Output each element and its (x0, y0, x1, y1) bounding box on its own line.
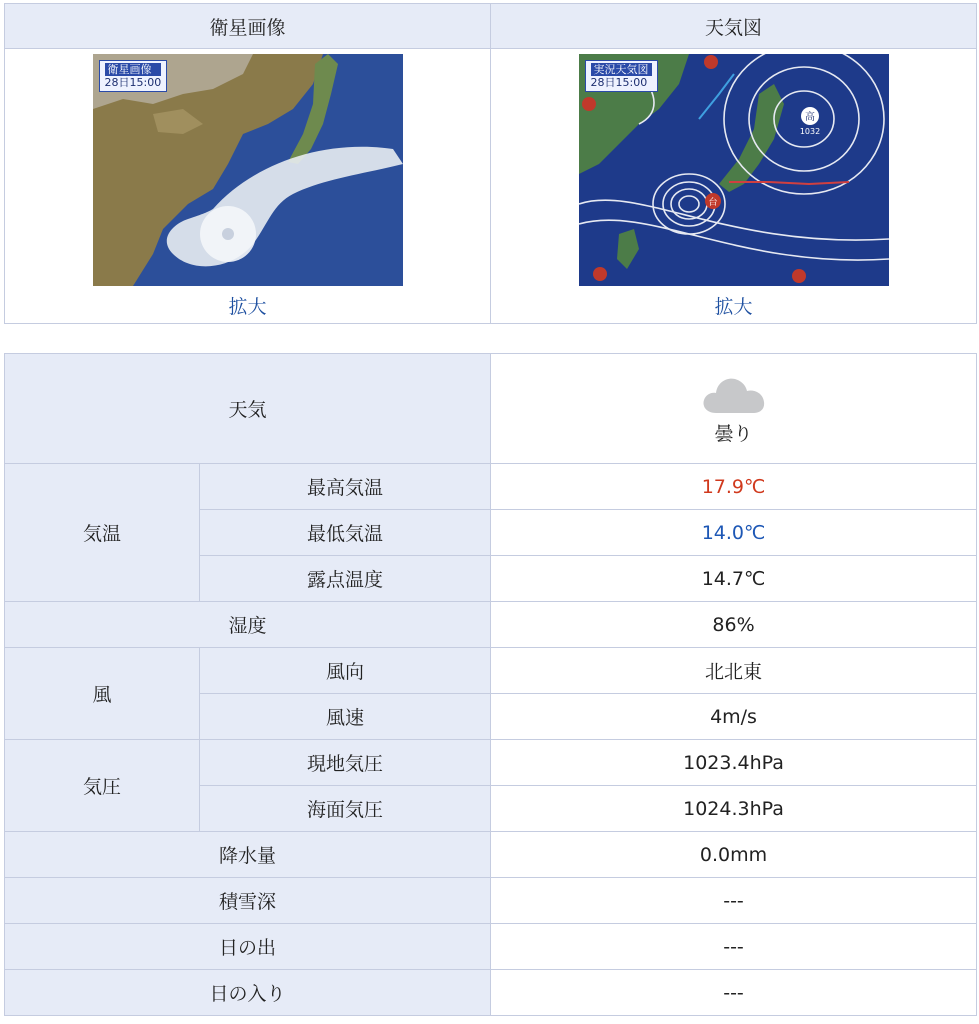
min-temp-label: 最低気温 (200, 510, 491, 556)
satellite-cell (5, 49, 491, 324)
wind-direction-value: 北北東 (491, 648, 977, 694)
satellite-image[interactable] (93, 54, 403, 286)
sunrise-value: --- (491, 924, 977, 970)
precipitation-label: 降水量 (5, 832, 491, 878)
sunset-value: --- (491, 970, 977, 1016)
humidity-label: 湿度 (5, 602, 491, 648)
weather-map-image[interactable] (579, 54, 889, 286)
weather-value: 曇り (714, 423, 753, 445)
snow-depth-label: 積雪深 (5, 878, 491, 924)
weather-map-badge (585, 60, 658, 92)
weather-map-badge-time: 28日15:00 (590, 75, 648, 89)
satellite-header: 衛星画像 (5, 4, 491, 49)
min-temp-value: 14.0℃ (491, 510, 977, 556)
sunset-label: 日の入り (5, 970, 491, 1016)
wind-speed-label: 風速 (200, 694, 491, 740)
sea-pressure-label: 海面気圧 (200, 786, 491, 832)
station-pressure-label: 現地気圧 (200, 740, 491, 786)
sea-pressure-value: 1024.3hPa (491, 786, 977, 832)
observation-table (4, 353, 977, 1016)
humidity-value: 86% (491, 602, 977, 648)
weather-label: 天気 (5, 354, 491, 464)
precipitation-value: 0.0mm (491, 832, 977, 878)
station-pressure-value: 1023.4hPa (491, 740, 977, 786)
temperature-group-label: 気温 (5, 464, 200, 602)
map-high-pressure: 1032 (799, 126, 820, 136)
image-table (4, 3, 977, 324)
weather-value-cell (491, 354, 977, 464)
weather-map-badge-title: 実況天気図 (591, 63, 652, 76)
wind-group-label: 風 (5, 648, 200, 740)
dew-point-label: 露点温度 (200, 556, 491, 602)
weather-map-zoom-link[interactable]: 拡大 (714, 295, 753, 318)
max-temp-label: 最高気温 (200, 464, 491, 510)
satellite-zoom-link[interactable]: 拡大 (228, 295, 267, 318)
weather-map-cell (491, 49, 977, 324)
wind-speed-value: 4m/s (491, 694, 977, 740)
snow-depth-value: --- (491, 878, 977, 924)
cloud-icon (702, 371, 766, 415)
satellite-badge-title: 衛星画像 (105, 63, 162, 76)
sunrise-label: 日の出 (5, 924, 491, 970)
satellite-badge-time: 28日15:00 (104, 75, 162, 89)
wind-direction-label: 風向 (200, 648, 491, 694)
dew-point-value: 14.7℃ (491, 556, 977, 602)
max-temp-value: 17.9℃ (491, 464, 977, 510)
pressure-group-label: 気圧 (5, 740, 200, 832)
map-high-label: 高 (804, 111, 815, 123)
map-typhoon-label: 台 (707, 197, 718, 208)
weather-map-header: 天気図 (491, 4, 977, 49)
satellite-badge (99, 60, 168, 92)
